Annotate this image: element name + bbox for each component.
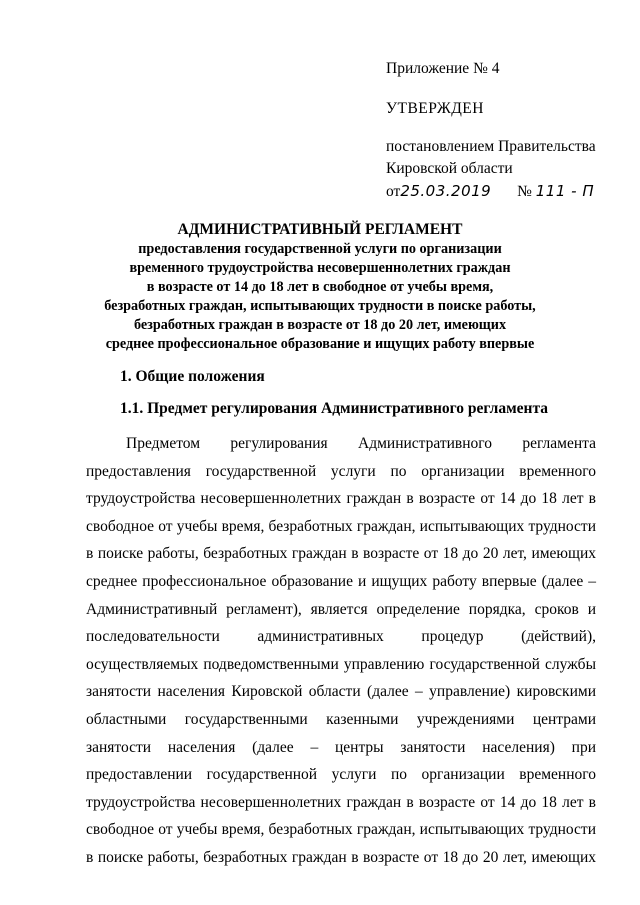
decree-line-2: Кировской области <box>386 160 513 177</box>
title-line: предоставления государственной услуги по организации <box>138 241 502 257</box>
approval-block <box>386 58 626 203</box>
title-line: временного трудоустройства несовершеннолетних граждан <box>129 259 511 276</box>
document-title <box>60 220 580 353</box>
paragraph-line: в поиске работы, безработных граждан в возрасте от 18 до 20 лет, имеющих <box>86 848 596 866</box>
paragraph-line: свободное от учебы время, безработных граждан, испытывающих трудности <box>86 517 596 535</box>
paragraph-line: Административный регламент), является определение порядка, сроков и <box>86 600 596 618</box>
title-line: безработных граждан, испытывающих трудности в поиске работы, <box>104 297 536 314</box>
title-line: в возрасте от 14 до 18 лет в свободное от учебы время, <box>146 278 494 295</box>
paragraph-line: в поиске работы, безработных граждан в возрасте от 18 до 20 лет, имеющих <box>86 545 596 563</box>
handwritten-date: 25.03.2019 <box>400 182 492 200</box>
decree-date-line <box>386 180 626 203</box>
paragraph-line: трудоустройства несовершеннолетних граждан в возрасте от 14 до 18 лет в <box>86 490 596 508</box>
appendix-number: Приложение № 4 <box>386 60 500 77</box>
date-prefix: от <box>386 183 401 200</box>
body-paragraph <box>86 430 596 872</box>
paragraph-line: свободное от учебы время, безработных граждан, испытывающих трудности <box>86 821 596 839</box>
title-main: АДМИНИСТРАТИВНЫЙ РЕГЛАМЕНТ <box>177 221 463 238</box>
subsection-heading: 1.1. Предмет регулирования Административного регламента <box>120 400 549 417</box>
section-heading: 1. Общие положения <box>120 368 265 385</box>
decree-line-1: постановлением Правительства <box>386 138 596 155</box>
paragraph-line: последовательности административных процедур (действий), <box>86 628 596 646</box>
paragraph-line: среднее профессиональное образование и ищущих работу впервые (далее – <box>86 572 596 590</box>
paragraph-line: предоставлении государственной услуги по организации временного <box>86 766 596 784</box>
paragraph-line: занятости населения (далее – центры занятости населения) при <box>86 738 596 756</box>
number-prefix: № <box>517 183 532 200</box>
approved-label: УТВЕРЖДЕН <box>386 100 484 117</box>
paragraph-line: осуществляемых подведомственными управлению государственной службы <box>86 655 596 673</box>
title-line: среднее профессиональное образование и ищущих работу впервые <box>105 335 535 352</box>
title-line: безработных граждан в возрасте от 18 до 20 лет, имеющих <box>133 316 507 333</box>
paragraph-line: трудоустройства несовершеннолетних граждан в возрасте от 14 до 18 лет в <box>86 793 596 811</box>
handwritten-number: 111 - П <box>535 182 595 200</box>
paragraph-line: занятости населения Кировской области (далее – управление) кировскими <box>86 683 596 701</box>
paragraph-line: Предметом регулирования Административного регламента <box>126 435 596 452</box>
paragraph-line: предоставления государственной услуги по организации временного <box>86 462 596 480</box>
paragraph-line: областными государственными казенными учреждениями центрами <box>86 710 596 728</box>
